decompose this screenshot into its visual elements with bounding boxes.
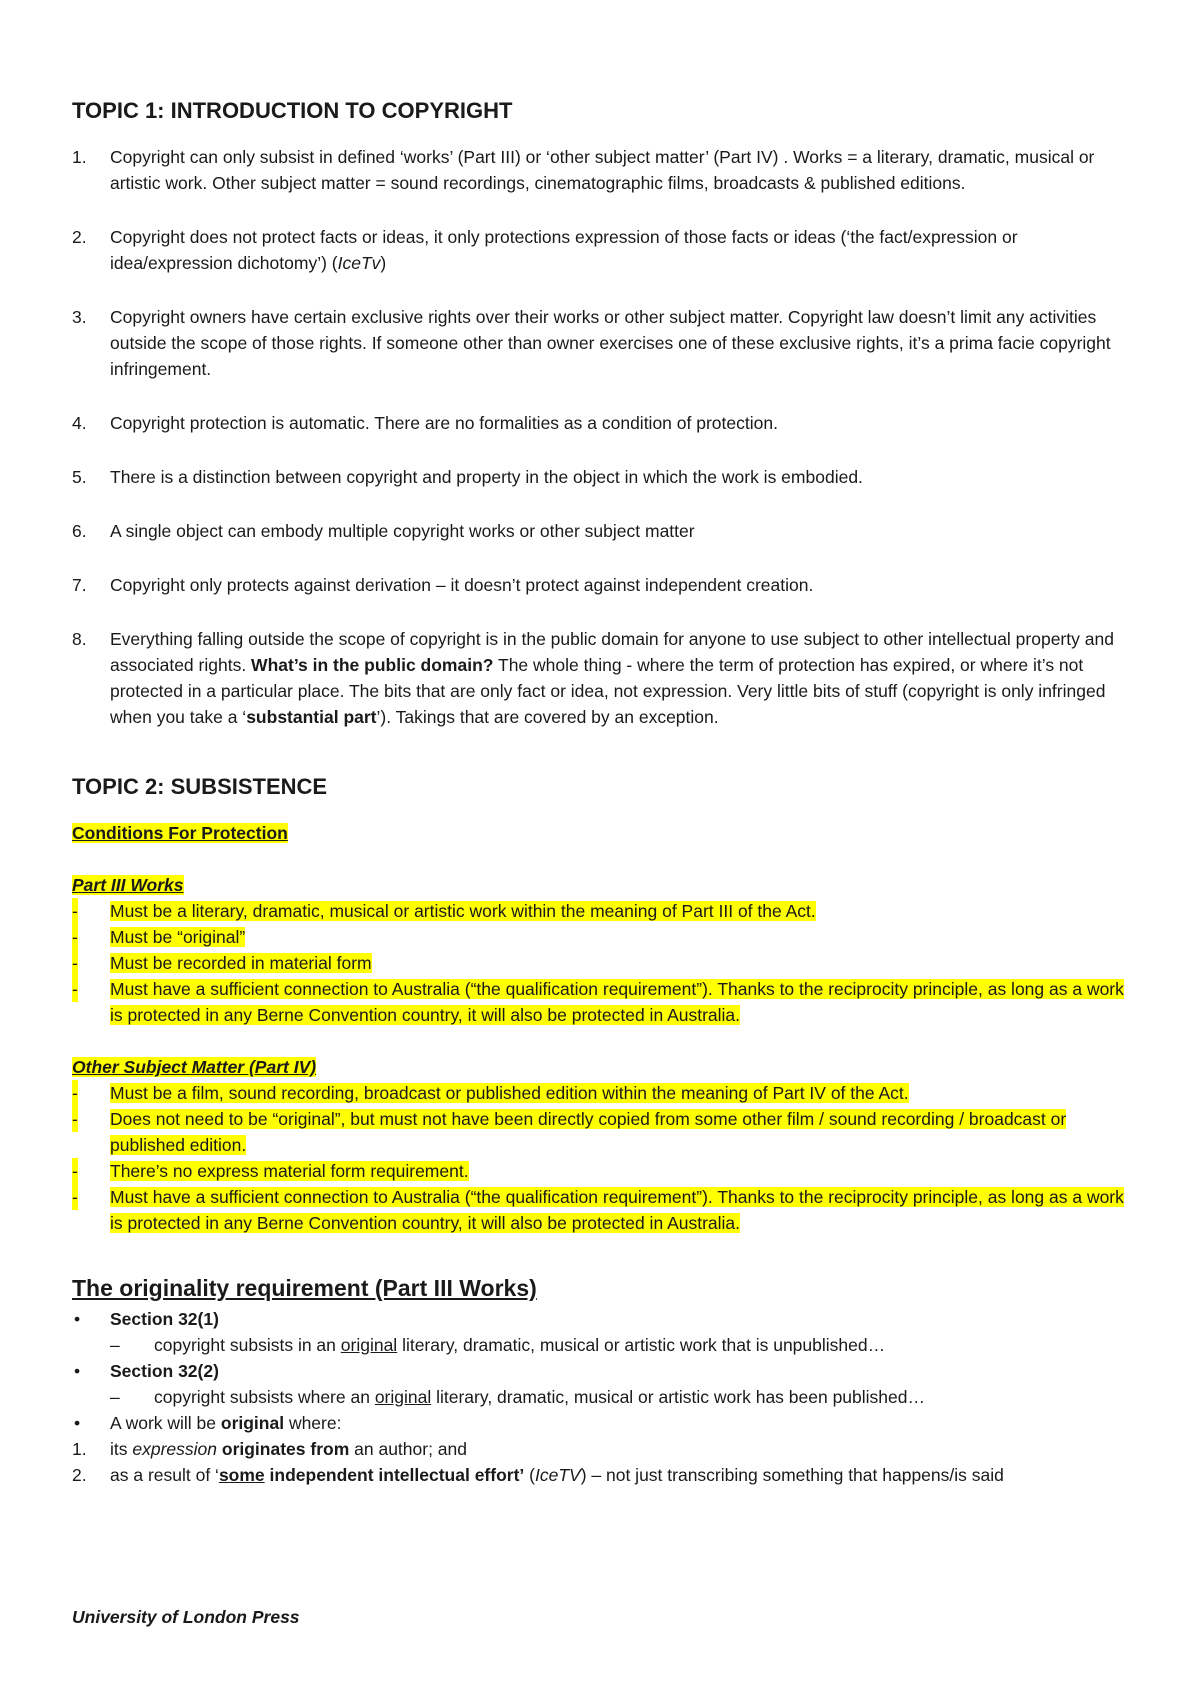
part3-section	[72, 872, 1132, 1028]
list-number: 4.	[72, 413, 87, 433]
conditions-heading: Conditions For Protection	[72, 823, 288, 843]
list-text: ’). Takings that are covered by an exception.	[376, 707, 719, 727]
list-number: 2.	[72, 227, 87, 247]
part4-section	[72, 1054, 1132, 1236]
list-text: A work will be	[110, 1413, 221, 1433]
list-text: Does not need to be “original”, but must not have been directly copied from some other film / sound recording / broadcast or published edition.	[110, 1109, 1067, 1155]
underlined-text: original	[340, 1335, 398, 1355]
bullet-marker: •	[74, 1361, 81, 1381]
conditions-section	[72, 820, 1132, 846]
endash-marker: –	[110, 1335, 120, 1355]
dash-marker: -	[72, 950, 78, 976]
list-text: Must be a literary, dramatic, musical or artistic work within the meaning of Part III of the Act.	[110, 901, 816, 921]
list-text: as a result of ‘	[110, 1465, 219, 1485]
part3-list	[72, 898, 1132, 1028]
list-text: A single object can embody multiple copyright works or other subject matter	[110, 521, 695, 541]
list-text: Copyright can only subsist in defined ‘works’ (Part III) or ‘other subject matter’ (Part IV) . Works = a literary, dramatic, musical or artistic work. Other subject matter = sound recordings, cinematographic films, broadcasts & published editions.	[110, 147, 1095, 193]
list-item	[72, 224, 1132, 276]
list-item	[110, 1332, 1132, 1358]
topic1-list	[72, 144, 1132, 730]
topic2-heading: TOPIC 2: SUBSISTENCE	[72, 774, 328, 799]
bullet-marker: •	[74, 1309, 81, 1329]
list-text: Must be “original”	[110, 927, 246, 947]
list-text: Copyright only protects against derivation – it doesn’t protect against independent creation.	[110, 575, 814, 595]
list-item	[72, 304, 1132, 382]
list-item	[72, 924, 1132, 950]
list-text: literary, dramatic, musical or artistic work that is unpublished…	[397, 1335, 886, 1355]
list-number: 5.	[72, 467, 87, 487]
underlined-text: some	[218, 1465, 265, 1485]
list-number: 3.	[72, 307, 87, 327]
list-text: )	[380, 253, 387, 273]
list-text: Must have a sufficient connection to Australia (“the qualification requirement”). Thanks to the reciprocity principle, as long as a work is protected in any Berne Convention country, it will also be protected in Australia.	[110, 979, 1124, 1025]
list-item	[72, 144, 1132, 196]
sub-list	[110, 1332, 1132, 1358]
list-text: Everything falling outside the scope of copyright is in the public domain for anyone to use subject to other intellectual property and associated rights.	[110, 629, 1114, 675]
dash-marker: -	[72, 924, 78, 950]
list-text: Copyright does not protect facts or ideas, it only protections expression of those facts or ideas (‘the fact/expression or idea/expression dichotomy’) (	[110, 227, 1018, 273]
list-item	[72, 1462, 1132, 1488]
list-number: 8.	[72, 629, 87, 649]
list-item	[72, 572, 1132, 598]
bold-text: independent intellectual effort’	[264, 1465, 525, 1485]
list-item	[110, 1384, 1132, 1410]
part4-heading: Other Subject Matter (Part IV)	[72, 1057, 317, 1077]
endash-marker: –	[110, 1387, 120, 1407]
section-heading: Section 32(1)	[110, 1309, 219, 1329]
dash-marker: -	[72, 1106, 78, 1132]
list-item	[72, 1184, 1132, 1236]
list-text: The whole thing - where the term of protection has expired, or where it’s not protected in a particular place. The bits that are only fact or idea, not expression. Very little bits of stuff (copyright is only infringed when you take a ‘	[110, 655, 1106, 727]
list-item	[72, 1106, 1132, 1158]
bold-text: original	[220, 1413, 285, 1433]
dash-marker: -	[72, 1184, 78, 1210]
list-text: There is a distinction between copyright and property in the object in which the work is embodied.	[110, 467, 863, 487]
dash-marker: -	[72, 1080, 78, 1106]
list-item	[72, 898, 1132, 924]
list-item	[72, 976, 1132, 1028]
list-item	[72, 1306, 1132, 1358]
list-text: Must be recorded in material form	[110, 953, 372, 973]
bold-text: substantial part	[246, 707, 377, 727]
list-text: Must be a film, sound recording, broadcast or published edition within the meaning of Part IV of the Act.	[110, 1083, 909, 1103]
list-number: 1.	[72, 1439, 87, 1459]
section-heading: Section 32(2)	[110, 1361, 219, 1381]
list-text: Copyright owners have certain exclusive rights over their works or other subject matter. Copyright law doesn’t limit any activities outside the scope of those rights. If someone other than owner exercises one of these exclusive rights, it’s a prima facie copyright infringement.	[110, 307, 1111, 379]
list-text: where:	[284, 1413, 342, 1433]
list-item	[72, 1080, 1132, 1106]
sub-list	[110, 1384, 1132, 1410]
list-number: 6.	[72, 521, 87, 541]
part3-heading: Part III Works	[72, 875, 184, 895]
list-item	[72, 518, 1132, 544]
list-text: an author; and	[349, 1439, 467, 1459]
list-item	[72, 1158, 1132, 1184]
topic1-heading: TOPIC 1: INTRODUCTION TO COPYRIGHT	[72, 98, 513, 123]
list-text: its	[110, 1439, 133, 1459]
list-text: (	[524, 1465, 535, 1485]
list-text: ) – not just transcribing something that happens/is said	[580, 1465, 1004, 1485]
list-text: Copyright protection is automatic. There are no formalities as a condition of protection.	[110, 413, 778, 433]
italic-text: expression	[132, 1439, 218, 1459]
list-number: 2.	[72, 1465, 87, 1485]
bullet-marker: •	[74, 1413, 81, 1433]
document-page	[72, 96, 1132, 1488]
list-item	[72, 950, 1132, 976]
list-item	[72, 410, 1132, 436]
list-item	[72, 1410, 1132, 1436]
dash-marker: -	[72, 898, 78, 924]
footer-publisher: University of London Press	[72, 1607, 300, 1627]
list-text: Must have a sufficient connection to Australia (“the qualification requirement”). Thanks to the reciprocity principle, as long as a work is protected in any Berne Convention country, it will also be protected in Australia.	[110, 1187, 1124, 1233]
underlined-text: original	[374, 1387, 432, 1407]
list-text: copyright subsists where an	[154, 1387, 375, 1407]
bold-text: What’s in the public domain?	[251, 655, 494, 675]
list-item	[72, 1358, 1132, 1410]
list-number: 7.	[72, 575, 87, 595]
list-item	[72, 464, 1132, 490]
list-text: copyright subsists in an	[154, 1335, 341, 1355]
case-name: IceTV	[534, 1465, 581, 1485]
dash-marker: -	[72, 976, 78, 1002]
part4-list	[72, 1080, 1132, 1236]
dash-marker: -	[72, 1158, 78, 1184]
list-number: 1.	[72, 147, 87, 167]
list-item	[72, 626, 1132, 730]
bold-text: originates from	[217, 1439, 350, 1459]
case-name: IceTv	[337, 253, 381, 273]
originality-heading: The originality requirement (Part III Works)	[72, 1275, 537, 1301]
list-text: literary, dramatic, musical or artistic work has been published…	[431, 1387, 926, 1407]
list-item	[72, 1436, 1132, 1462]
originality-list	[72, 1306, 1132, 1488]
list-text: There’s no express material form requirement.	[110, 1161, 469, 1181]
